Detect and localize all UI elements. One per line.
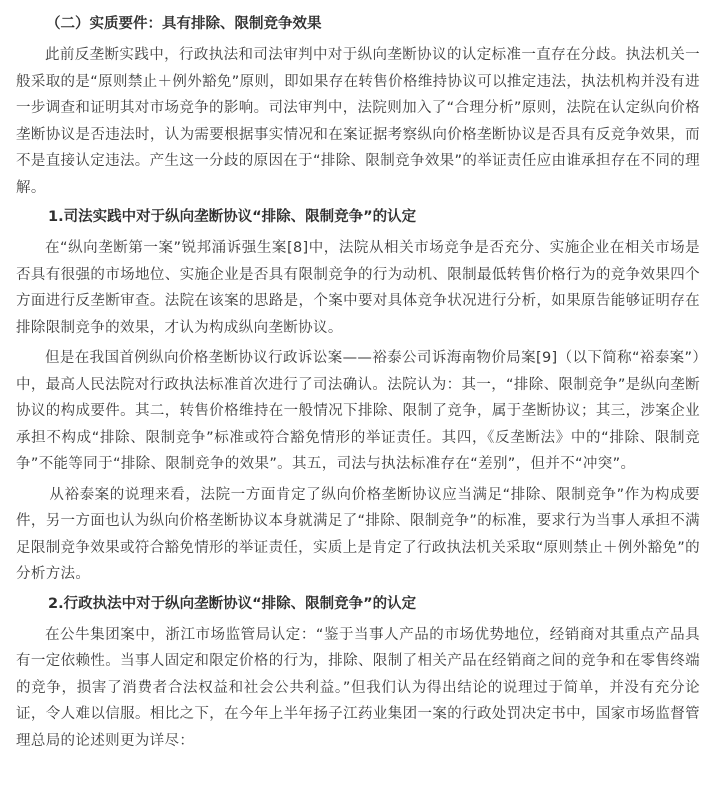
paragraph-intro: 此前反垄断实践中，行政执法和司法审判中对于纵向垄断协议的认定标准一直存在分歧。执法机关一般采取的是“原则禁止＋例外豁免”原则，即如果存在转售价格维持协议可以推定违法，执法机构并没有进一步调查和证明其对市场竞争的影响。司法审判中，法院则加入了“合理分析”原则，法院在认定纵向价格垄断协议是否违法时，认为需要根据事实情况和在案证据考察纵向价格垄断协议是否具有反竞争效果，而不是直接认定违法。产生这一分歧的原因在于“排除、限制竞争效果”的举证责任应由谁承担存在不同的理解。	[16, 47, 700, 196]
paragraph-gongniu-case: 在公牛集团案中，浙江市场监管局认定：“鉴于当事人产品的市场优势地位，经销商对其重点产品具有一定依赖性。当事人固定和限定价格的行为，排除、限制了相关产品在经销商之间的竞争和在零售终端的竞争，损害了消费者合法权益和社会公共利益。”但我们认为得出结论的说理过于简单，并没有充分论证，令人难以信服。相比之下，在今年上半年扬子江药业集团一案的行政处罚决定书中，国家市场监督管理总局的论述则更为详尽：	[16, 626, 700, 749]
paragraph-ruibang-case: 在“纵向垄断第一案”锐邦涌诉强生案[8]中，法院从相关市场竞争是否充分、实施企业在相关市场是否具有很强的市场地位、实施企业是否具有限制竞争的行为动机、限制最低转售价格行为的竞争效果四个方面进行反垄断审查。法院在该案的思路是，个案中要对具体竞争状况进行分析，如果原告能够证明存在排除限制竞争的效果，才认为构成纵向垄断协议。	[16, 240, 700, 336]
subheading-judicial: 1.司法实践中对于纵向垄断协议“排除、限制竞争”的认定	[48, 209, 417, 225]
paragraph-yutai-case: 但是在我国首例纵向价格垄断协议行政诉讼案——裕泰公司诉海南物价局案[9]（以下简称“裕泰案”）中，最高人民法院对行政执法标准首次进行了司法确认。法院认为：其一，“排除、限制竞争”是纵向垄断协议的构成要件。其二，转售价格维持在一般情况下排除、限制了竞争，属于垄断协议；其三，涉案企业承担不构成“排除、限制竞争”标准或符合豁免情形的举证责任。其四，《反垄断法》中的“排除、限制竞争”不能等同于“排除、限制竞争的效果”。其五，司法与执法标准存在“差别”，但并不“冲突”。	[16, 350, 700, 472]
subheading-administrative: 2.行政执法中对于纵向垄断协议“排除、限制竞争”的认定	[48, 595, 417, 612]
paragraph-yutai-analysis: 从裕泰案的说理来看，法院一方面肯定了纵向价格垄断协议应当满足“排除、限制竞争”作为构成要件，另一方面也认为纵向价格垄断协议本身就满足了“排除、限制竞争”的标准，要求行为当事人承担不满足限制竞争效果或符合豁免情形的举证责任，实质上是肯定了行政执法机关采取“原则禁止＋例外豁免”的分析方法。	[16, 486, 700, 582]
section-heading: （二）实质要件：具有排除、限制竞争效果	[46, 16, 322, 32]
